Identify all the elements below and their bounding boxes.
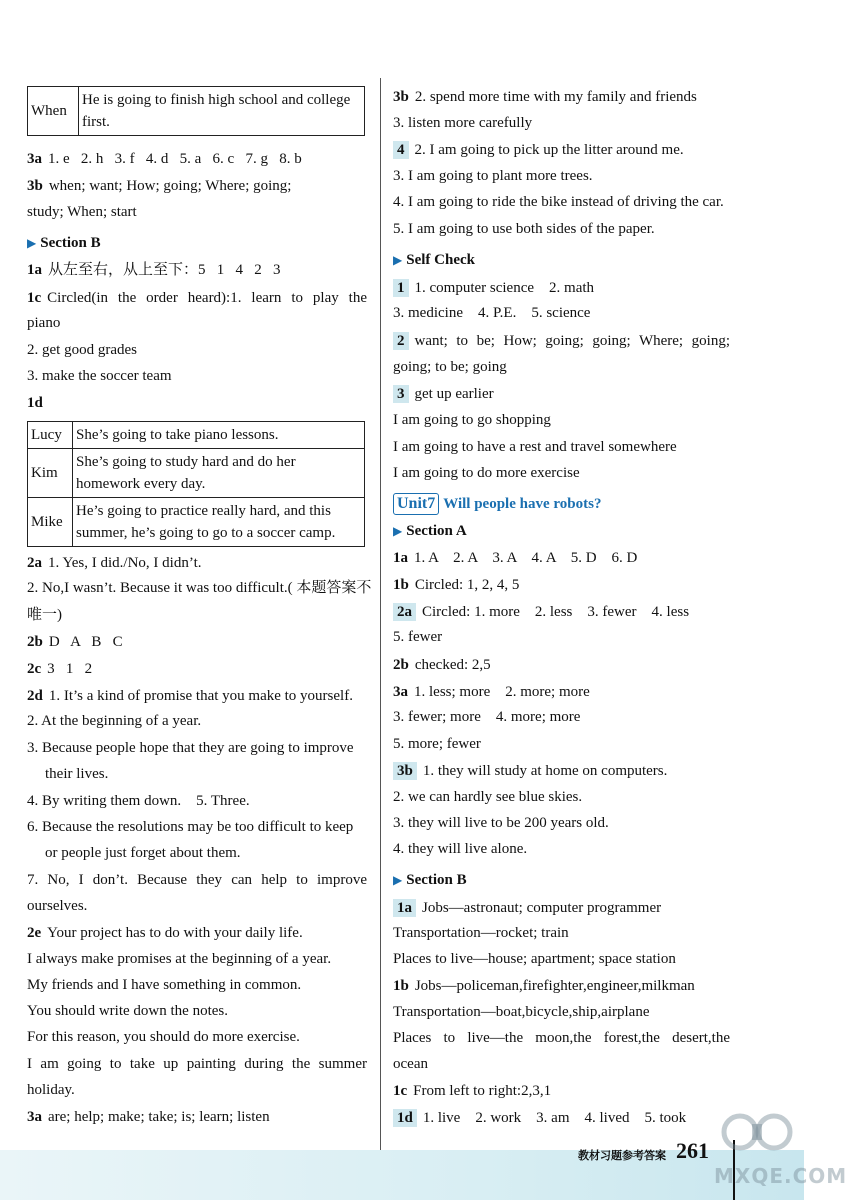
- answer-2b: 2b D A B C: [27, 634, 123, 650]
- answer-2a: 2a Circled: 1. more 2. less 3. fewer 4. less: [393, 603, 689, 621]
- answer-4-4: 5. I am going to use both sides of the paper.: [393, 221, 655, 237]
- answer-1c-cont: piano: [27, 315, 61, 331]
- answer-3a-2: 3. fewer; more 4. more; more: [393, 709, 581, 725]
- answer-2d-6-cont: or people just forget about them.: [45, 845, 241, 861]
- answer-4-2: 3. I am going to plant more trees.: [393, 168, 593, 184]
- answer-2d-3: 3. Because people hope that they are going to improve: [27, 740, 354, 756]
- answer-1a: 1a 1. A 2. A 3. A 4. A 5. D 6. D: [393, 550, 638, 566]
- unit-heading: [393, 493, 601, 515]
- self-check-3: 3 get up earlier: [393, 385, 494, 403]
- answer-1b-b: 1b Jobs—policeman,firefighter,engineer,milkman: [393, 978, 695, 994]
- unit-label: Unit7: [393, 493, 439, 515]
- answer-2e-6: I am going to take up painting during the summer: [27, 1056, 367, 1072]
- answer-2c: 2c 3 1 2: [27, 661, 93, 677]
- answer-3b: 3b when; want; How; going; Where; going;: [27, 178, 292, 194]
- answer-1a-b: 1a Jobs—astronaut; computer programmer: [393, 899, 661, 917]
- answer-2e-2: I always make promises at the beginning of a year.: [27, 951, 332, 967]
- triangle-icon: ▶: [27, 236, 37, 250]
- table-row: [28, 422, 365, 449]
- answer-2d: 2d 1. It’s a kind of promise that you make to yourself.: [27, 688, 353, 704]
- answer-1c-3: 3. make the soccer team: [27, 368, 172, 384]
- self-check-1: 1 1. computer science 2. math: [393, 279, 594, 297]
- table-cell-name: Mike: [28, 498, 73, 547]
- triangle-icon: ▶: [393, 873, 403, 887]
- answer-2e-6-cont: holiday.: [27, 1082, 75, 1098]
- answer-2a-cont: 5. fewer: [393, 629, 443, 645]
- answer-1c-2: 2. get good grades: [27, 342, 137, 358]
- table-cell-text: She’s going to study hard and do her homework every day.: [73, 449, 365, 498]
- triangle-icon: ▶: [393, 253, 403, 267]
- table-cell-name: Lucy: [28, 422, 73, 449]
- answer-2d-2: 2. At the beginning of a year.: [27, 713, 202, 729]
- section-a-heading: ▶ Section A: [393, 523, 467, 539]
- answer-3b-2: 3. listen more carefully: [393, 115, 533, 131]
- table-cell-name: Kim: [28, 449, 73, 498]
- answer-3b: 3b 2. spend more time with my family and friends: [393, 89, 697, 105]
- answer-1c-b: 1c From left to right:2,3,1: [393, 1083, 552, 1099]
- answer-1d-b: 1d 1. live 2. work 3. am 4. lived 5. took: [393, 1109, 686, 1127]
- self-check-heading: ▶ Self Check: [393, 252, 475, 268]
- answer-2a: 2a 1. Yes, I did./No, I didn’t.: [27, 555, 202, 571]
- answer-table-1d: [27, 421, 365, 547]
- answer-1b-b-2: Transportation—boat,bicycle,ship,airplane: [393, 1004, 650, 1020]
- answer-2e: 2e Your project has to do with your daily life.: [27, 925, 303, 941]
- table-cell-text: She’s going to take piano lessons.: [73, 422, 365, 449]
- self-check-3-3: I am going to have a rest and travel somewhere: [393, 439, 677, 455]
- answer-3b-unit7-3: 3. they will live to be 200 years old.: [393, 815, 609, 831]
- answer-3b-cont: study; When; start: [27, 204, 137, 220]
- answer-1a-b-3: Places to live—house; apartment; space station: [393, 951, 676, 967]
- answer-2a-2: 2. No,I wasn’t. Because it was too difficult.( 本题答案不: [27, 580, 372, 596]
- table-cell-text: He is going to finish high school and college first.: [79, 87, 365, 136]
- answer-4-3: 4. I am going to ride the bike instead of driving the car.: [393, 194, 724, 210]
- section-b-heading: ▶ Section B: [27, 235, 101, 251]
- answer-2d-6: 6. Because the resolutions may be too difficult to keep: [27, 819, 354, 835]
- answer-3a: 3a 1. e 2. h 3. f 4. d 5. a 6. c 7. g 8. b: [27, 151, 302, 167]
- answer-2e-4: You should write down the notes.: [27, 1003, 228, 1019]
- answer-4: 4 2. I am going to pick up the litter around me.: [393, 141, 684, 159]
- answer-3b-unit7: 3b 1. they will study at home on computers.: [393, 762, 667, 780]
- answer-2d-7-cont: ourselves.: [27, 898, 88, 914]
- answer-3a-3: 5. more; fewer: [393, 736, 481, 752]
- answer-2e-3: My friends and I have something in common.: [27, 977, 302, 993]
- answer-3a-2: 3a are; help; make; take; is; learn; listen: [27, 1109, 270, 1125]
- answer-3b-unit7-2: 2. we can hardly see blue skies.: [393, 789, 583, 805]
- answer-2e-5: For this reason, you should do more exercise.: [27, 1029, 300, 1045]
- self-check-3-2: I am going to go shopping: [393, 412, 551, 428]
- triangle-icon: ▶: [393, 524, 403, 538]
- answer-2d-4: 4. By writing them down. 5. Three.: [27, 793, 250, 809]
- column-divider: [380, 78, 381, 1158]
- footer-label: 教材习题参考答案: [578, 1149, 666, 1162]
- table-cell-label: When: [28, 87, 79, 136]
- self-check-2: 2 want; to be; How; going; going; Where; going;: [393, 332, 730, 350]
- watermark-logo-icon: [722, 1110, 792, 1162]
- answer-3b-unit7-4: 4. they will live alone.: [393, 841, 528, 857]
- watermark-text: MXQE.COM: [714, 1164, 847, 1188]
- answer-1c: 1c Circled(in the order heard):1. learn to play the: [27, 290, 367, 306]
- answer-1b: 1b Circled: 1, 2, 4, 5: [393, 577, 520, 593]
- answer-1b-b-4: ocean: [393, 1056, 428, 1072]
- table-cell-text: He’s going to practice really hard, and this summer, he’s going to go to a soccer camp.: [73, 498, 365, 547]
- self-check-1-2: 3. medicine 4. P.E. 5. science: [393, 305, 591, 321]
- answer-table-when: [27, 86, 365, 136]
- self-check-2-cont: going; to be; going: [393, 359, 507, 375]
- answer-1a-b-2: Transportation—rocket; train: [393, 925, 569, 941]
- answer-1a: 1a 从左至右，从上至下：5 1 4 2 3: [27, 262, 281, 278]
- answer-1b-b-3: Places to live—the moon,the forest,the desert,the: [393, 1030, 730, 1046]
- table-row: [28, 498, 365, 547]
- answer-1d-tag: 1d: [27, 395, 43, 411]
- section-b-heading-right: ▶ Section B: [393, 872, 467, 888]
- page-number: 261: [676, 1138, 709, 1163]
- table-row: [28, 449, 365, 498]
- answer-2b: 2b checked: 2,5: [393, 657, 491, 673]
- answer-3a: 3a 1. less; more 2. more; more: [393, 684, 590, 700]
- watermark: [692, 1110, 847, 1200]
- self-check-3-4: I am going to do more exercise: [393, 465, 580, 481]
- answer-2d-3-cont: their lives.: [45, 766, 109, 782]
- answer-2d-7: 7. No, I don’t. Because they can help to improve: [27, 872, 367, 888]
- answer-2a-3: 唯一): [27, 607, 62, 623]
- unit-title: Will people have robots?: [443, 496, 602, 512]
